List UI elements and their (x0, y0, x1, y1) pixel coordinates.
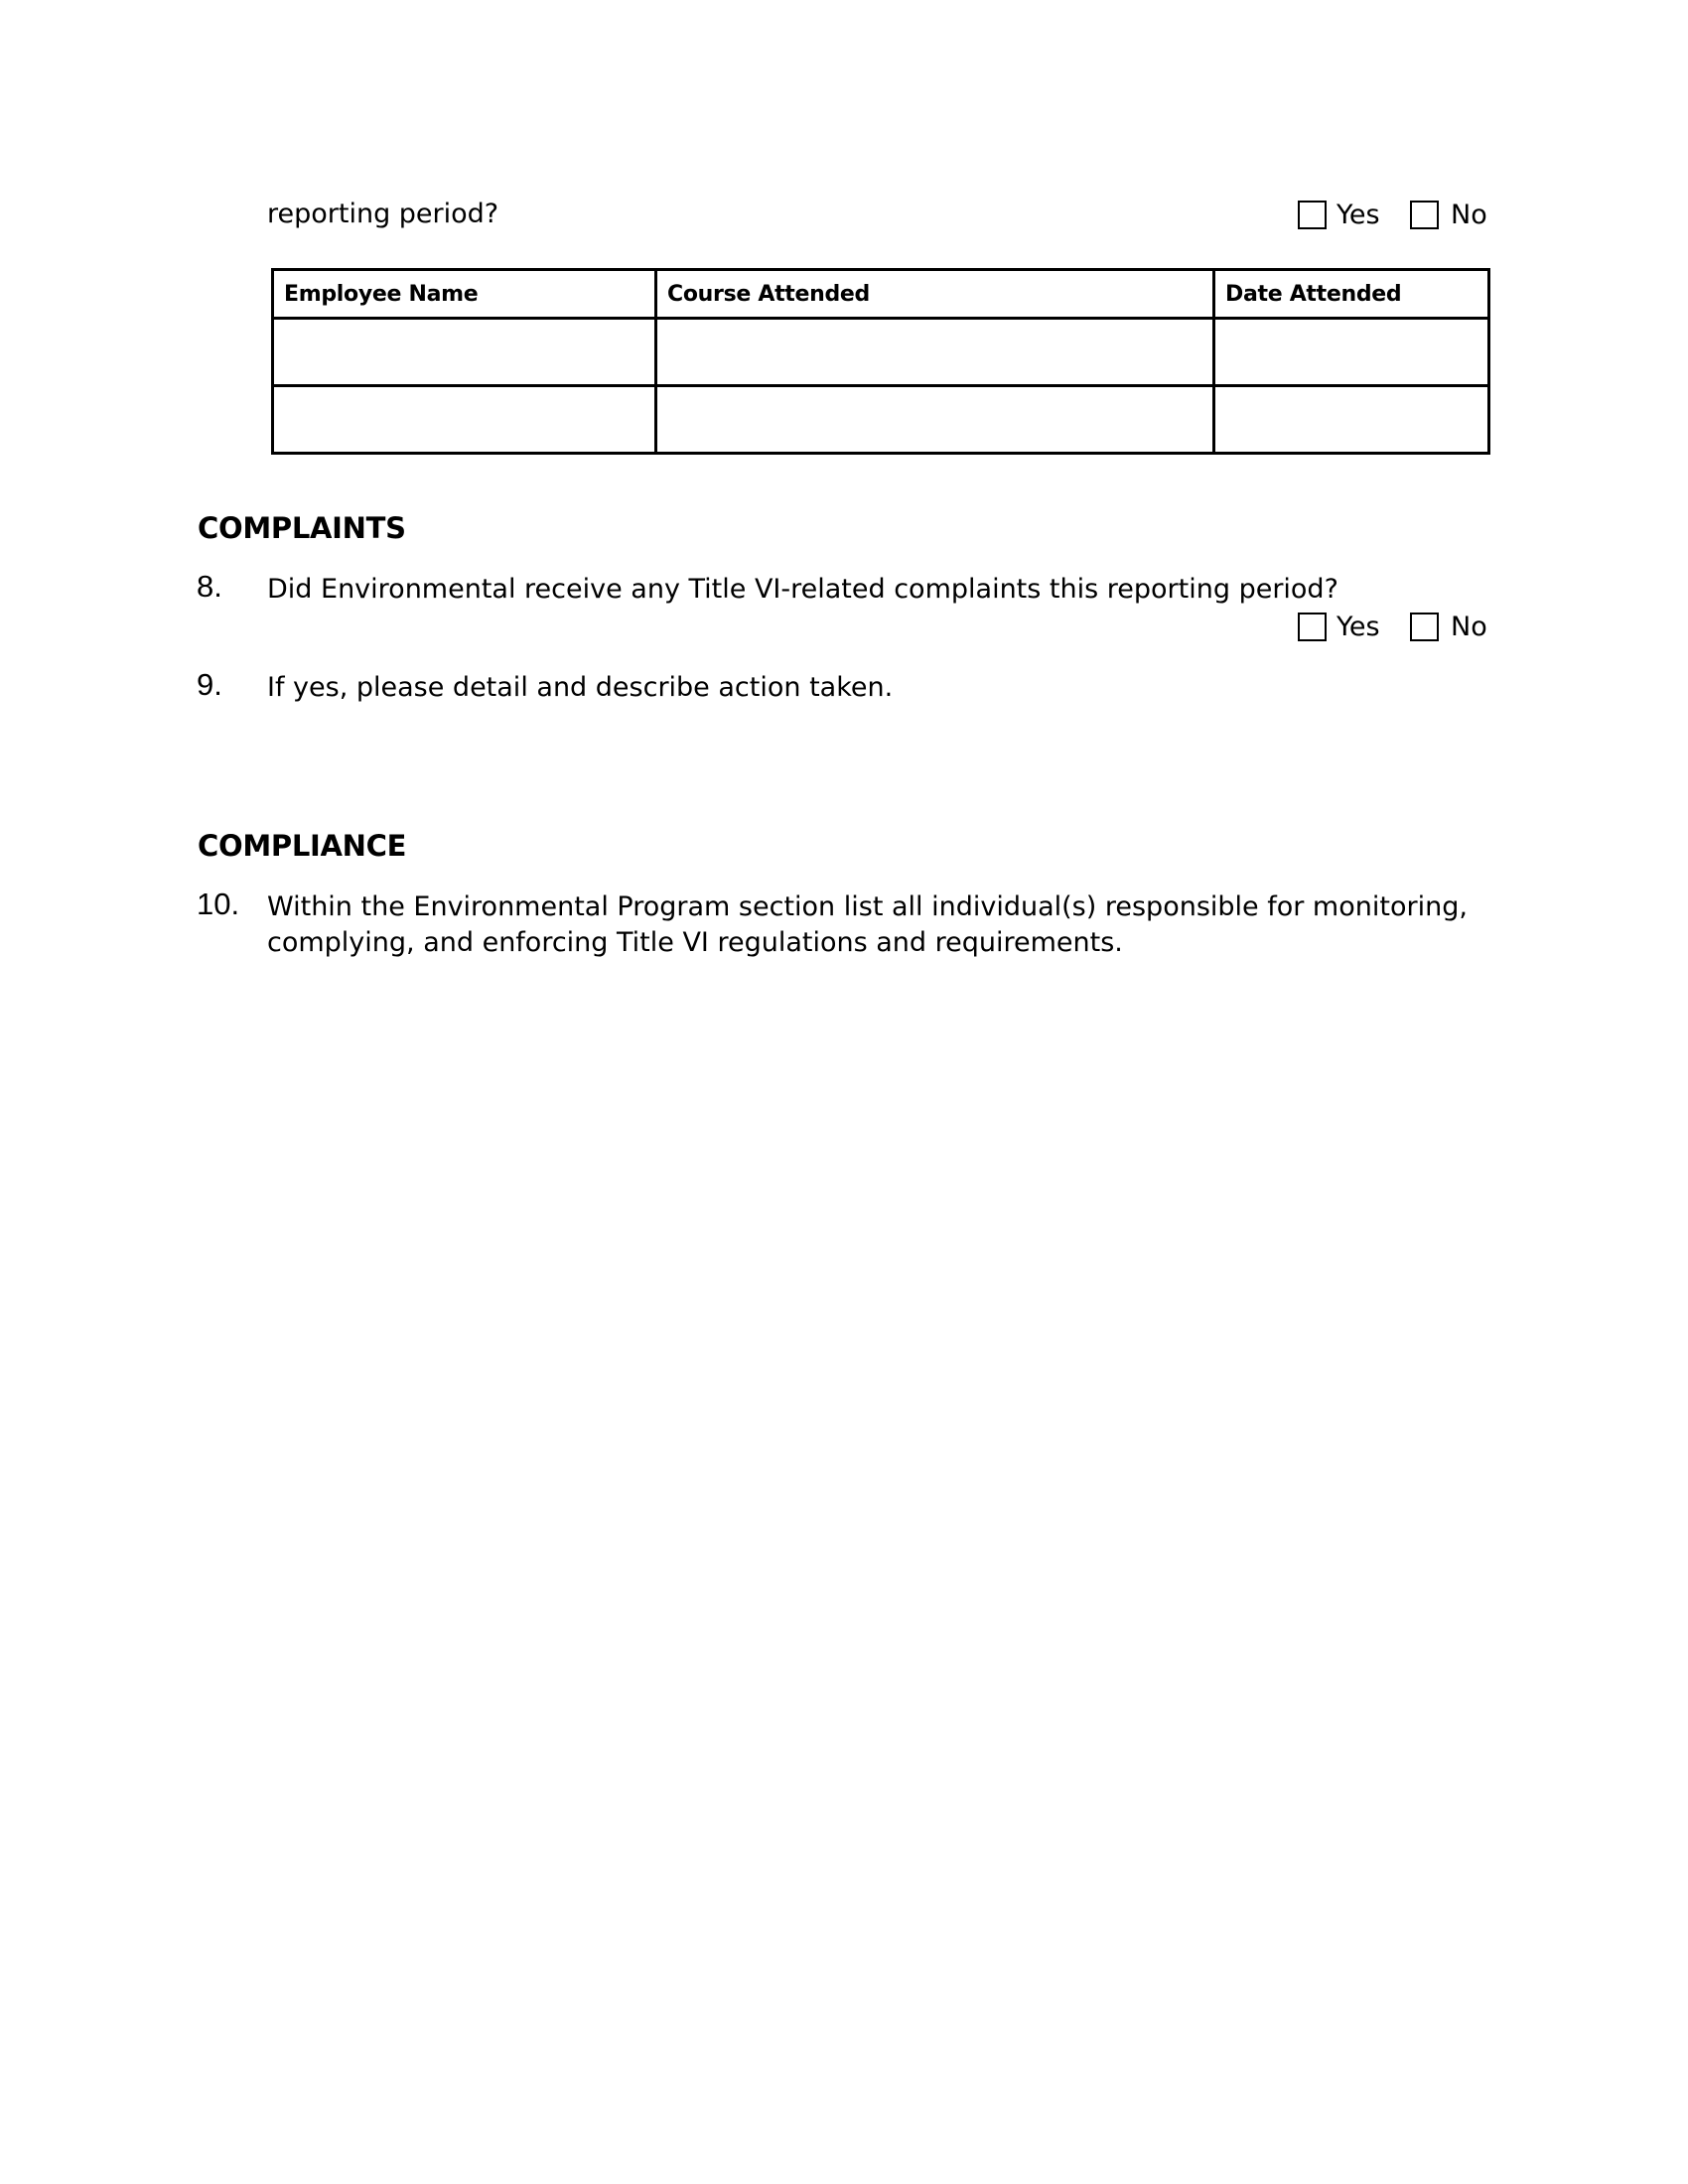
q7-continuation-text: reporting period? (267, 199, 499, 229)
cell-course-attended[interactable] (656, 319, 1214, 386)
q10-number: 10. (197, 887, 240, 921)
q7-yes-checkbox[interactable] (1298, 201, 1327, 229)
table-row (273, 386, 1489, 454)
q9-text: If yes, please detail and describe action taken. (267, 672, 894, 703)
cell-date-attended[interactable] (1214, 386, 1489, 454)
compliance-heading: COMPLIANCE (198, 829, 407, 863)
complaints-heading: COMPLAINTS (198, 511, 406, 545)
q8-yes-label: Yes (1336, 612, 1380, 642)
q8-yes-checkbox[interactable] (1298, 613, 1327, 641)
q7-no-checkbox[interactable] (1410, 201, 1439, 229)
q9-number: 9. (197, 667, 222, 702)
q8-text: Did Environmental receive any Title VI-related complaints this reporting period? (267, 574, 1338, 605)
q10-text-line2: complying, and enforcing Title VI regulations and requirements. (267, 927, 1123, 958)
q8-no-label: No (1451, 612, 1487, 642)
q7-no-label: No (1451, 200, 1487, 230)
header-date-attended: Date Attended (1214, 270, 1489, 319)
q10-text-line1: Within the Environmental Program section list all individual(s) responsible for monitoring, (267, 891, 1468, 922)
header-employee-name: Employee Name (273, 270, 656, 319)
cell-date-attended[interactable] (1214, 319, 1489, 386)
q8-no-checkbox[interactable] (1410, 613, 1439, 641)
cell-employee-name[interactable] (273, 319, 656, 386)
q8-number: 8. (197, 569, 222, 604)
table-row (273, 319, 1489, 386)
training-table (271, 268, 1490, 455)
q7-yes-label: Yes (1336, 200, 1380, 230)
cell-course-attended[interactable] (656, 386, 1214, 454)
cell-employee-name[interactable] (273, 386, 656, 454)
table-header-row (273, 270, 1489, 319)
header-course-attended: Course Attended (656, 270, 1214, 319)
